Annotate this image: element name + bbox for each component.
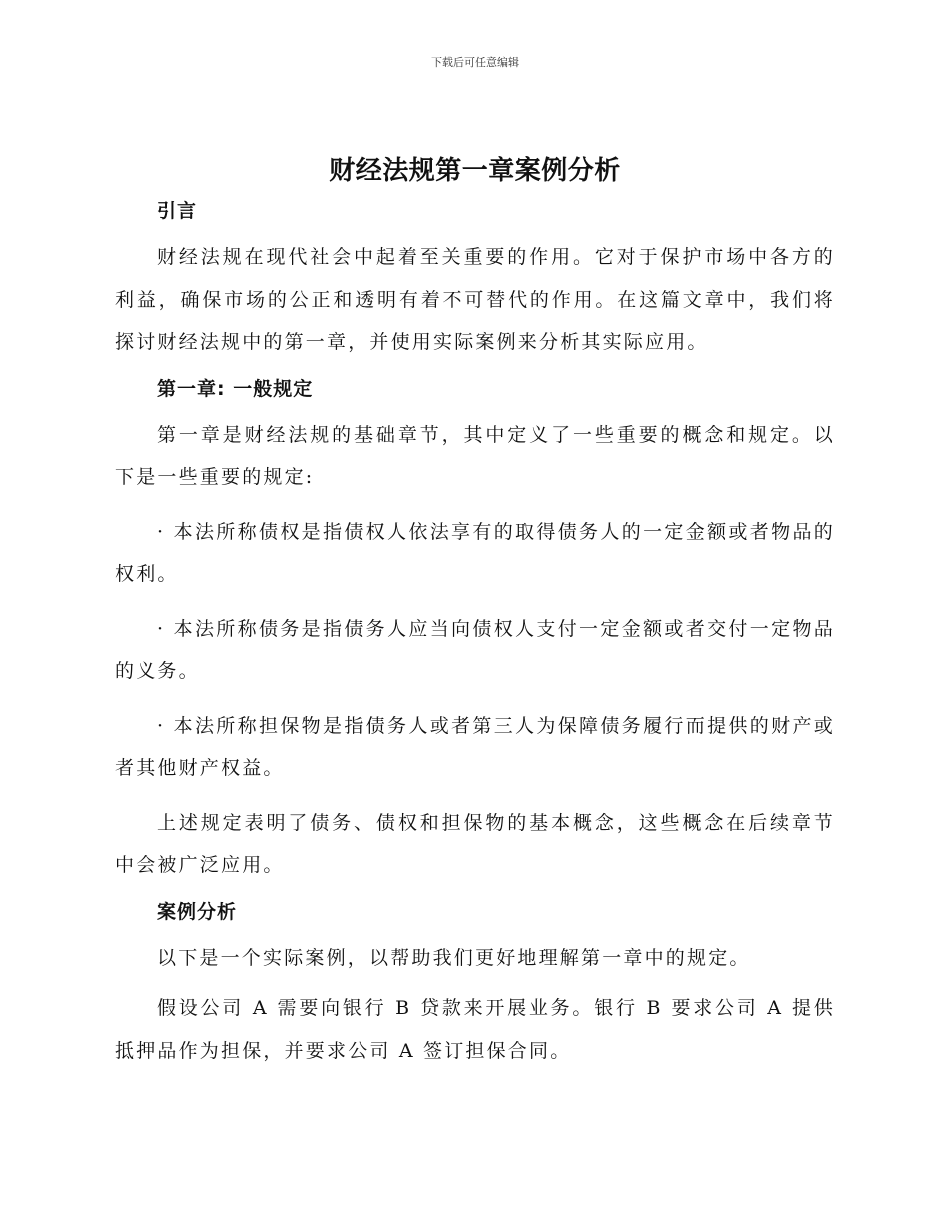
document-body [115,194,835,1072]
list-item-rule-creditor-right: · 本法所称债权是指债权人依法享有的取得债务人的一定金额或者物品的权利。 [115,520,835,585]
list-item-rule-collateral: · 本法所称担保物是指债务人或者第三人为保障债务履行而提供的财产或者其他财产权益。 [115,714,835,779]
paragraph-summary: 上述规定表明了债务、债权和担保物的基本概念，这些概念在后续章节中会被广泛应用。 [115,811,835,876]
paragraph-case-detail: 假设公司 A 需要向银行 B 贷款来开展业务。银行 B 要求公司 A 提供抵押品作为担保，并要求公司 A 签订担保合同。 [115,997,835,1062]
section-heading-chapter-one: 第一章: 一般规定 [157,377,314,400]
paragraph-case-intro: 以下是一个实际案例，以帮助我们更好地理解第一章中的规定。 [157,946,751,969]
document-title: 财经法规第一章案例分析 [329,156,621,186]
section-heading-intro: 引言 [157,200,198,222]
section-heading-case-analysis: 案例分析 [157,900,238,923]
list-item-rule-debt: · 本法所称债务是指债务人应当向债权人支付一定金额或者交付一定物品的义务。 [115,617,835,682]
paragraph-intro: 财经法规在现代社会中起着至关重要的作用。它对于保护市场中各方的利益，确保市场的公正和透明有着不可替代的作用。在这篇文章中，我们将探讨财经法规中的第一章，并使用实际案例来分析其实际应用。 [115,246,835,353]
header-note: 下载后可任意编辑 [431,56,519,69]
paragraph-chapter-one: 第一章是财经法规的基础章节，其中定义了一些重要的概念和规定。以下是一些重要的规定: [115,423,835,488]
